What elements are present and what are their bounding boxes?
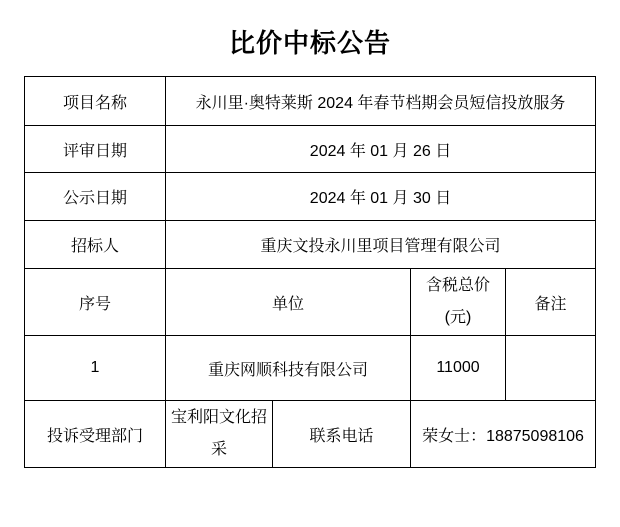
publicity-date-value: 2024 年 01 月 30 日 [166, 173, 596, 221]
complaint-phone-label: 联系电话 [273, 401, 411, 468]
bid-row-remark [506, 336, 596, 401]
complaint-label: 投诉受理部门 [25, 401, 166, 468]
tenderee-label: 招标人 [25, 221, 166, 269]
bid-header-price-line1: 含税总价 [425, 277, 490, 294]
bid-header-price-line2: (元) [444, 309, 472, 326]
complaint-phone-value: 荣女士：18875098106 [411, 401, 596, 468]
project-name-label: 项目名称 [25, 77, 166, 126]
tenderee-value: 重庆文投永川里项目管理有限公司 [166, 221, 596, 269]
bid-data-row [25, 336, 596, 401]
publicity-date-row [25, 173, 596, 221]
publicity-date-label: 公示日期 [25, 173, 166, 221]
bid-header-row [25, 269, 596, 336]
bid-row-seq: 1 [25, 336, 166, 401]
project-name-row [25, 77, 596, 126]
bid-header-price [411, 269, 506, 336]
complaint-row [25, 401, 596, 468]
bid-header-unit: 单位 [166, 269, 411, 336]
review-date-label: 评审日期 [25, 126, 166, 173]
bid-row-price: 11000 [411, 336, 506, 401]
bid-header-seq: 序号 [25, 269, 166, 336]
complaint-department: 宝利阳文化招采 [166, 401, 273, 468]
project-name-value: 永川里·奥特莱斯 2024 年春节档期会员短信投放服务 [166, 77, 596, 126]
page-title: 比价中标公告 [228, 28, 391, 58]
bid-header-remark: 备注 [506, 269, 596, 336]
review-date-value: 2024 年 01 月 26 日 [166, 126, 596, 173]
review-date-row [25, 126, 596, 173]
tenderee-row [25, 221, 596, 269]
bid-row-unit: 重庆网顺科技有限公司 [166, 336, 411, 401]
announcement-table [24, 76, 596, 468]
